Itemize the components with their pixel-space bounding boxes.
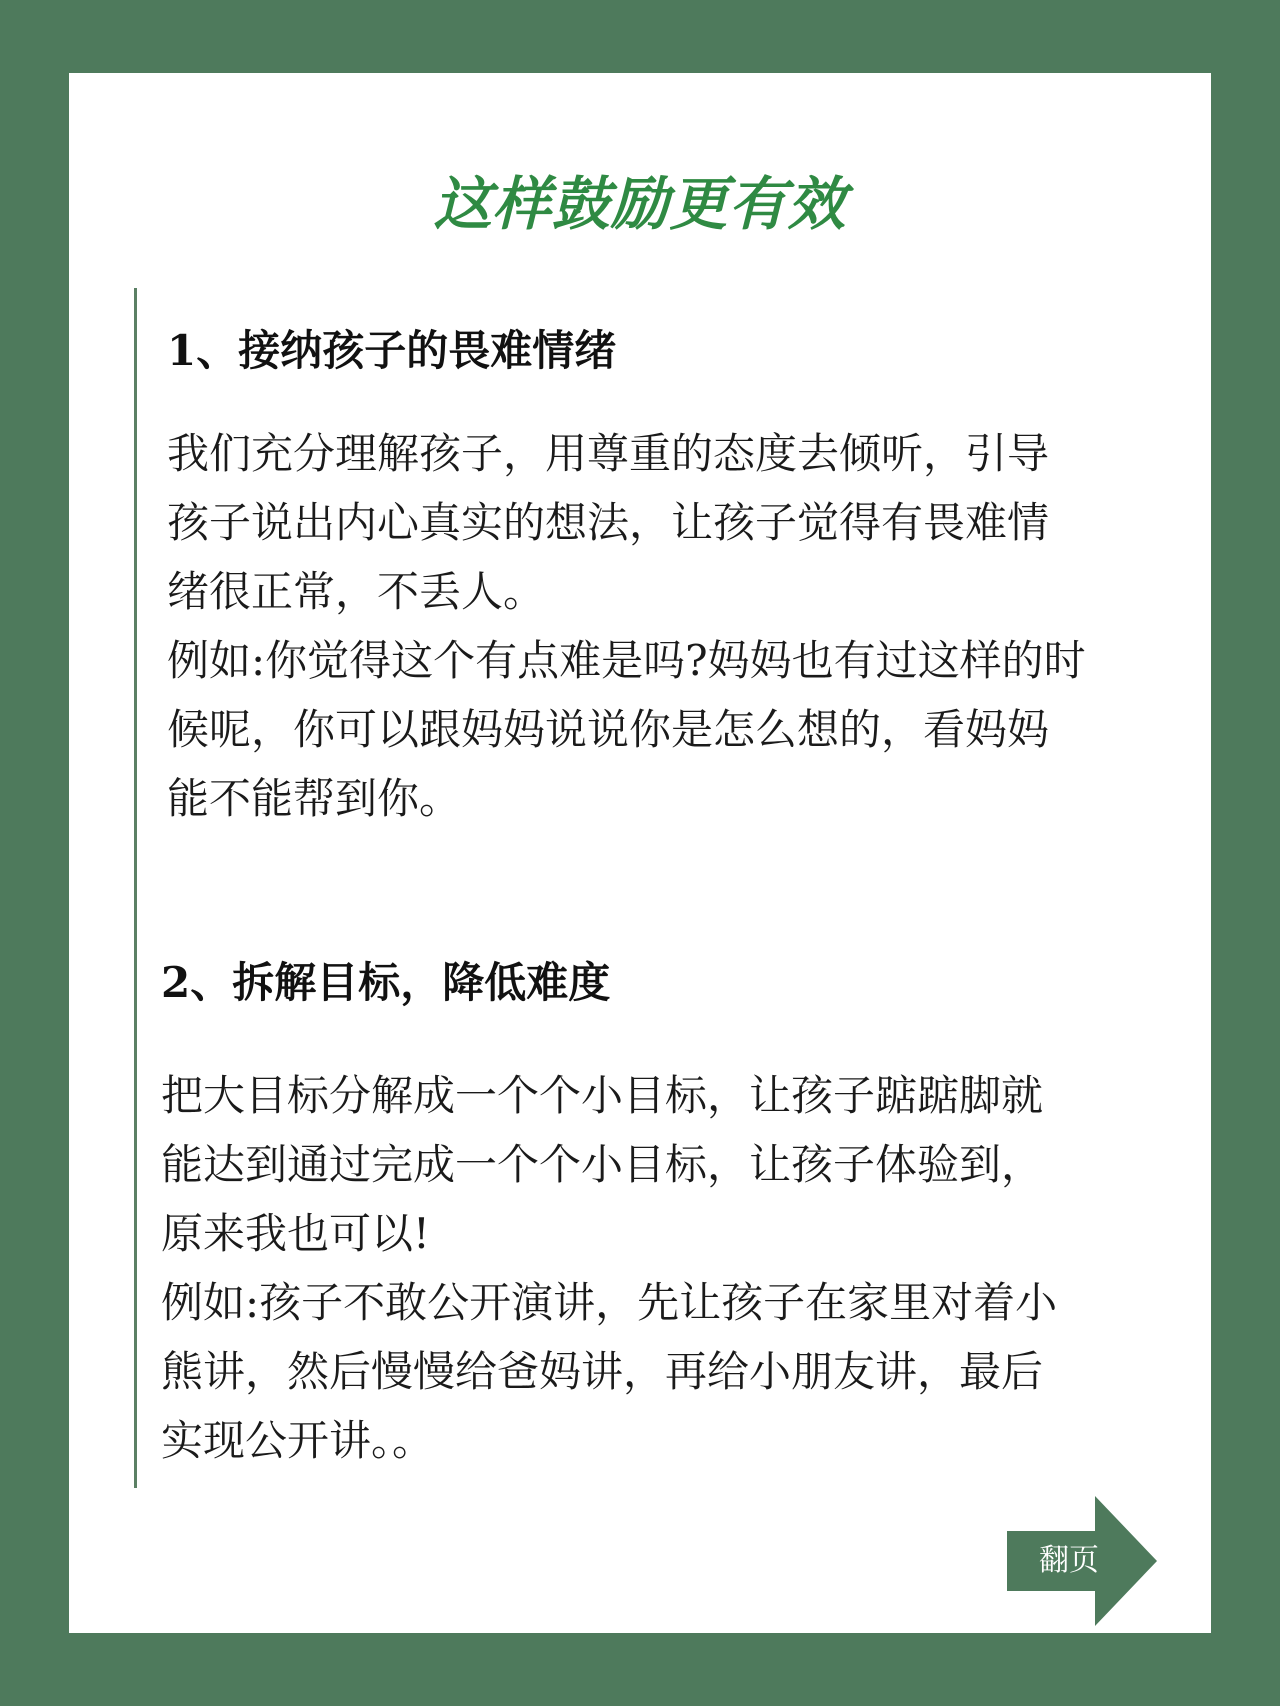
body-line: 绪很正常，不丢人。 <box>167 567 546 616</box>
section-2 <box>161 955 1171 1475</box>
section-1 <box>167 323 1177 833</box>
section-heading: 2、拆解目标，降低难度 <box>161 958 611 1007</box>
left-divider-line <box>134 288 137 1488</box>
next-page-label: 翻页 <box>1039 1543 1099 1578</box>
body-line: 把大目标分解成一个个小目标，让孩子踮踮脚就 <box>161 1071 1044 1120</box>
body-line: 能达到通过完成一个个小目标，让孩子体验到， <box>161 1140 1044 1189</box>
body-line: 我们充分理解孩子，用尊重的态度去倾听，引导 <box>167 429 1050 478</box>
section-body <box>167 419 1177 833</box>
example-line: 候呢，你可以跟妈妈说说你是怎么想的，看妈妈 <box>167 705 1050 754</box>
section-body <box>161 1061 1171 1475</box>
next-page-button[interactable] <box>1007 1496 1157 1626</box>
page-title: 这样鼓励更有效 <box>433 170 847 238</box>
example-line: 能不能帮到你。 <box>167 774 462 823</box>
body-line: 孩子说出内心真实的想法，让孩子觉得有畏难情 <box>167 498 1050 547</box>
example-line: 熊讲，然后慢慢给爸妈讲，再给小朋友讲，最后 <box>161 1347 1044 1396</box>
section-heading: 1、接纳孩子的畏难情绪 <box>167 326 617 375</box>
content-card <box>69 73 1211 1633</box>
example-line: 实现公开讲。。 <box>161 1416 435 1465</box>
example-line: 例如:孩子不敢公开演讲，先让孩子在家里对着小 <box>161 1278 1058 1327</box>
body-line: 原来我也可以! <box>161 1209 430 1258</box>
example-line: 例如:你觉得这个有点难是吗?妈妈也有过这样的时 <box>167 636 1086 685</box>
